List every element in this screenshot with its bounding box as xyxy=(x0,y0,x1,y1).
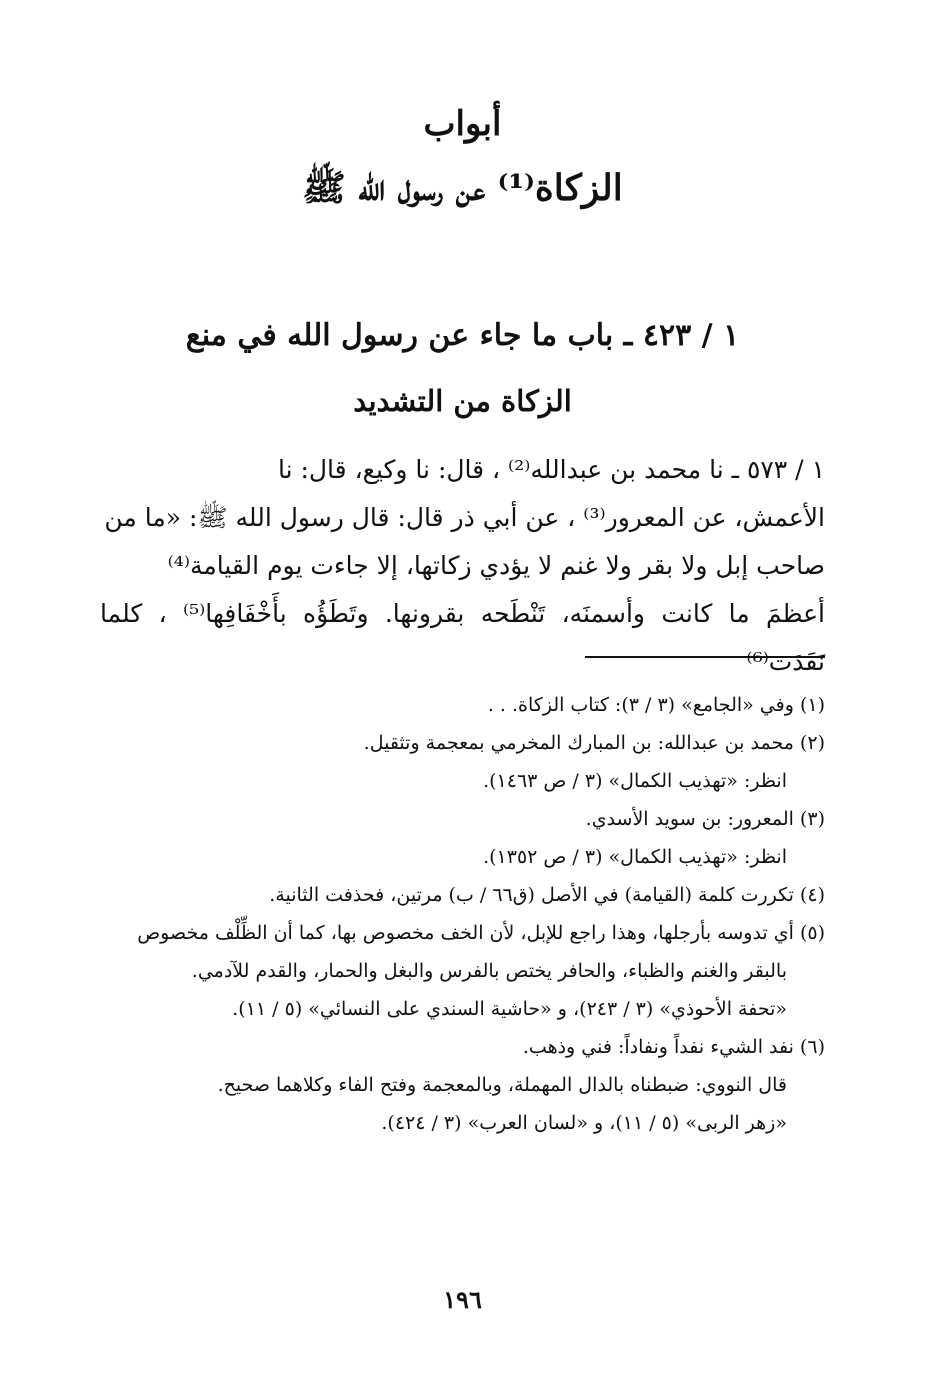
footnote-3: (٣) المعرور: بن سويد الأسدي. xyxy=(585,808,825,830)
footnote-2-reference: انظر: «تهذيب الكمال» (٣ / ص ١٤٦٣). xyxy=(483,770,787,792)
footnote-6-reference: «زهر الربى» (٥ / ١١)، و «لسان العرب» (٣ / ٤٢٤). xyxy=(381,1112,787,1134)
hadith-line: الأعمش، عن المعرور⁽³⁾ ، عن أبي ذر قال: قال رسول الله ﷺ: «ما من xyxy=(104,503,825,532)
hadith-line: صاحب إبل ولا بقر ولا غنم لا يؤدي زكاتها، إلا جاءت يوم القيامة⁽⁴⁾ xyxy=(167,551,825,580)
page-number: ١٩٦ xyxy=(443,1285,482,1314)
footnote-6-quote: قال النووي: ضبطناه بالدال المهملة، وبالمعجمة وفتح الفاء وكلاهما صحيح. xyxy=(217,1074,787,1096)
footnote-6: (٦) نفد الشيء نفداً ونفاداً: فني وذهب. xyxy=(522,1036,825,1058)
footnote-5: (٥) أي تدوسه بأرجلها، وهذا راجع للإبل، لأن الخف مخصوص بها، كما أن الظِّلْف مخصوص بالبقر والغنم والظباء، والحافر يختص بالفرس والبغل والحمار، والقدم للآدمي. xyxy=(137,922,825,982)
footnote-1: (١) وفي «الجامع» (٣ / ٣): كتاب الزكاة. . . xyxy=(487,694,825,716)
footnotes xyxy=(100,686,825,1142)
footnote-divider xyxy=(585,656,825,658)
footnote-4: (٤) تكررت كلمة (القيامة) في الأصل (ق٦٦ / ب) مرتين، فحذفت الثانية. xyxy=(269,884,825,906)
book-page xyxy=(100,0,825,1381)
footnote-5-reference: «تحفة الأحوذي» (٣ / ٢٤٣)، و «حاشية السندي على النسائي» (٥ / ١١). xyxy=(232,998,787,1020)
chapter-heading-continued: الزكاة من التشديد xyxy=(353,384,572,418)
hadith-line: أعظمَ ما كانت وأسمنَه، تَنْطَحه بقرونها. وتَطَؤُه بأَخْفَافِها⁽⁵⁾ ، كلما نَفَدَت⁽⁶⁾ xyxy=(100,599,826,676)
footnote-3-reference: انظر: «تهذيب الكمال» (٣ / ص ١٣٥٢). xyxy=(483,846,787,868)
hadith-line: ١ / ٥٧٣ ـ نا محمد بن عبدالله⁽²⁾ ، قال: نا وكيع، قال: نا xyxy=(277,455,825,484)
footnote-2: (٢) محمد بن عبدالله: بن المبارك المخرمي بمعجمة وتثقيل. xyxy=(363,732,825,754)
section-title: أبواب xyxy=(423,104,502,144)
section-subtitle: الزكاة⁽¹⁾ عن رسول الله ﷺ xyxy=(302,167,623,209)
chapter-heading: ١ / ٤٢٣ ـ باب ما جاء عن رسول الله في منع xyxy=(185,318,740,353)
hadith-text xyxy=(100,446,825,686)
